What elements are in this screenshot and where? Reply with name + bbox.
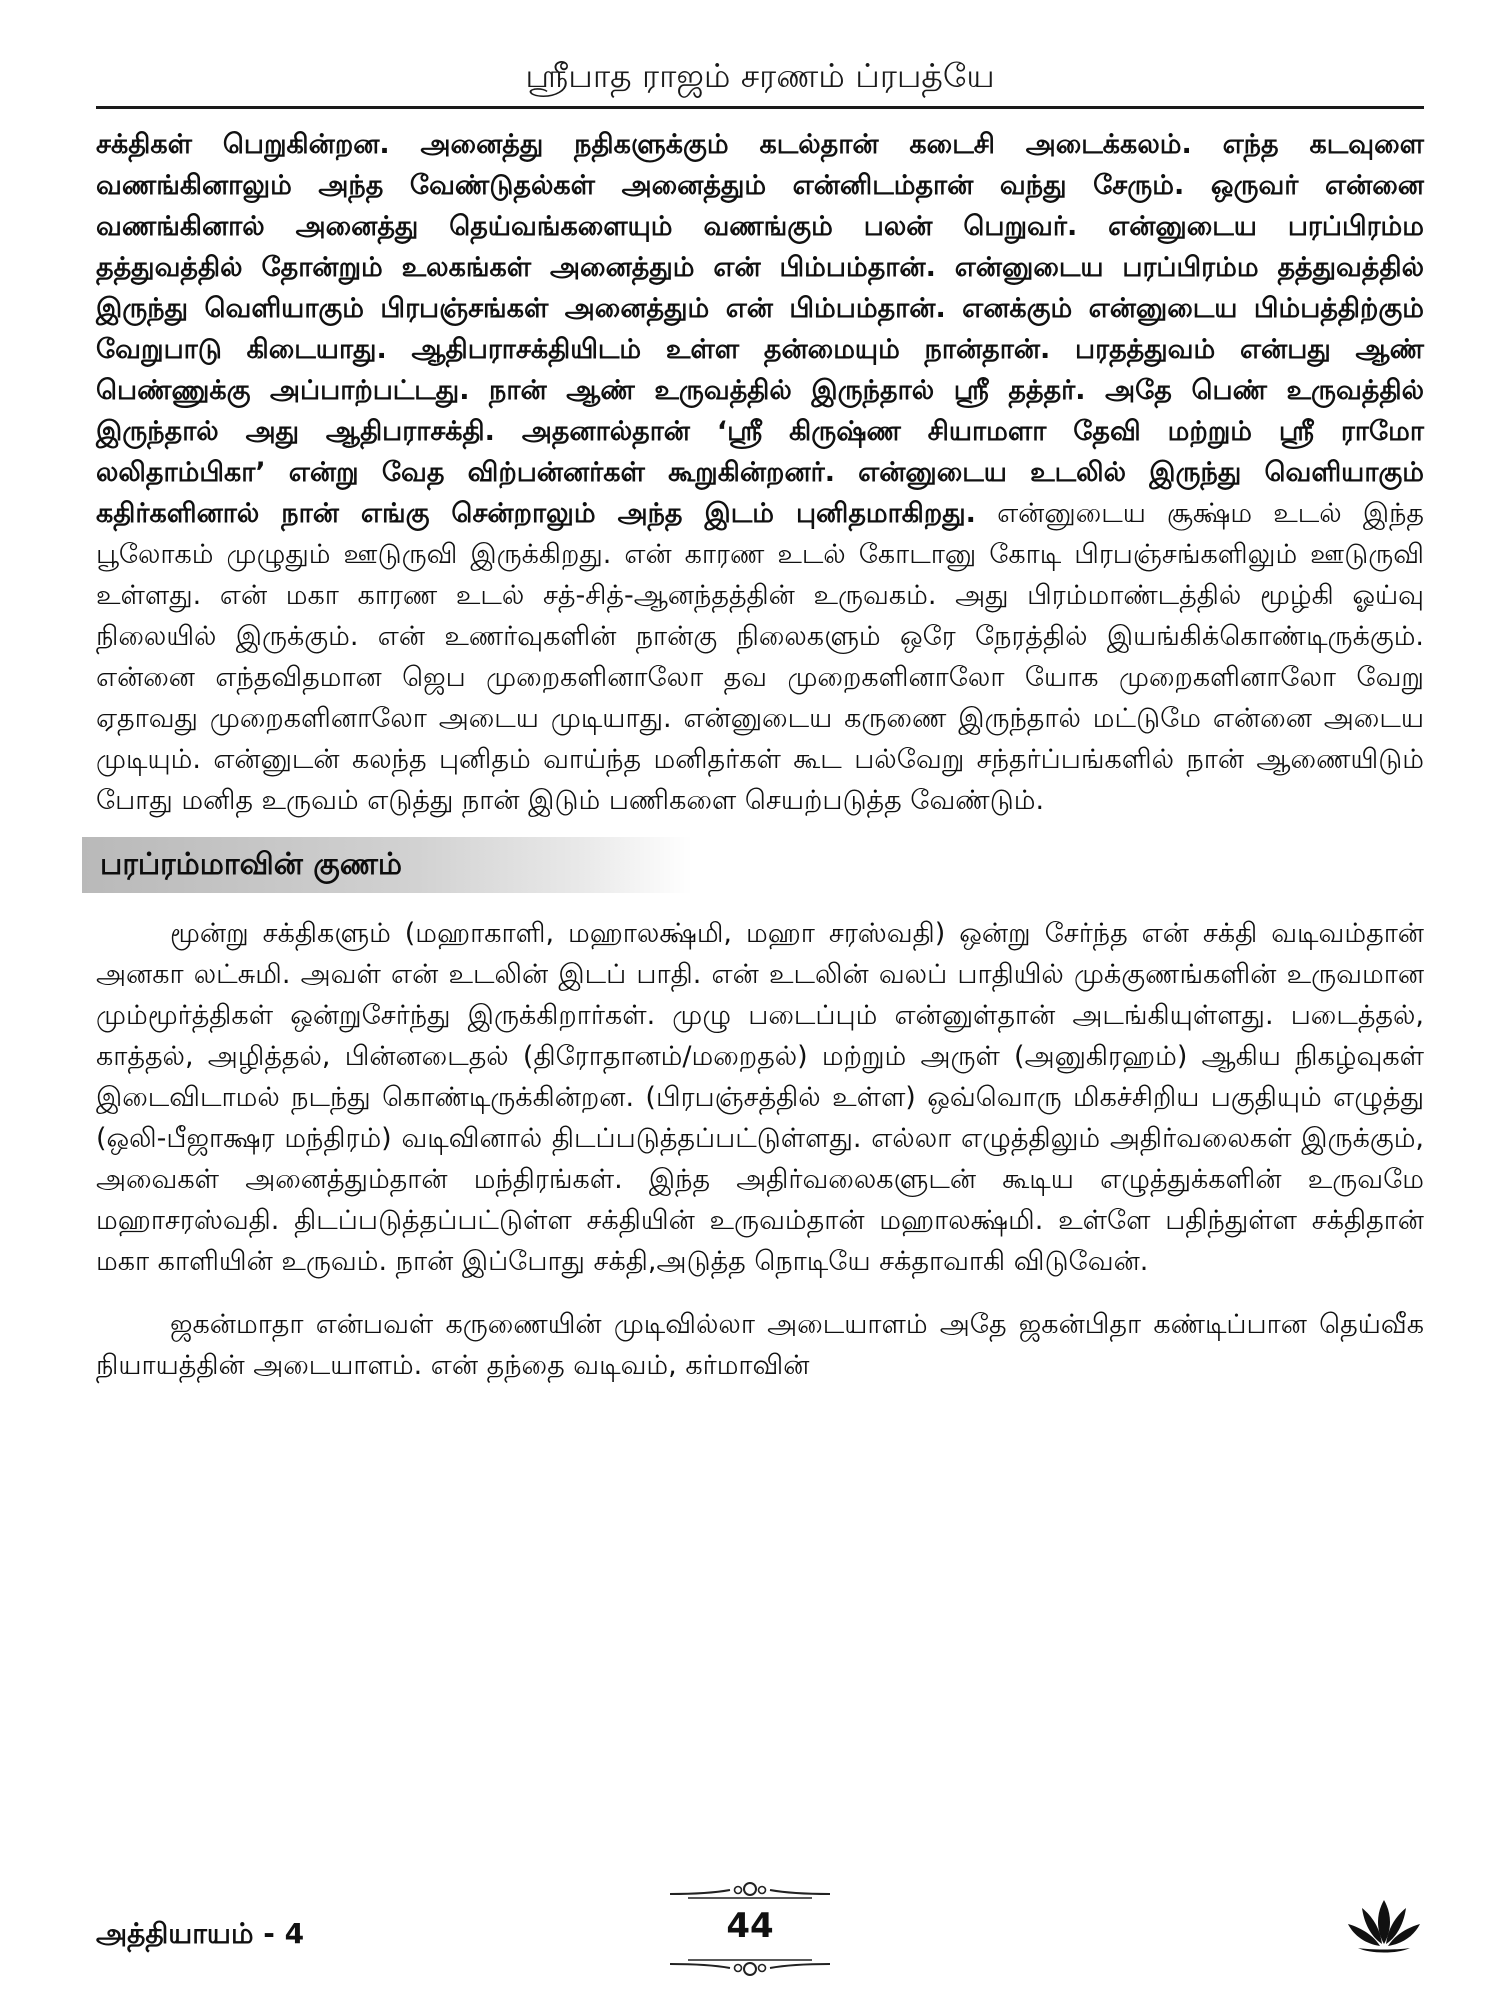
page-body xyxy=(96,124,1424,1386)
lotus-icon xyxy=(1346,1896,1422,1958)
paragraph-1-regular-text: என்னுடைய சூக்ஷ்ம உடல் இந்த பூலோகம் முழுதும் ஊடுருவி இருக்கிறது. என் காரண உடல் கோடானு கோடி பிரபஞ்சங்களிலும் ஊடுருவி உள்ளது. என் மகா காரண உடல் சத்-சித்-ஆனந்தத்தின் உருவகம். அது பிரம்மாண்டத்தில் மூழ்கி ஓய்வு நிலையில் இருக்கும். என் உணர்வுகளின் நான்கு நிலைகளும் ஒரே நேரத்தில் இயங்கிக்கொண்டிருக்கும். என்னை எந்தவிதமான ஜெப முறைகளினாலோ தவ முறைகளினாலோ யோக முறைகளினாலோ வேறு ஏதாவது முறைகளினாலோ அடைய முடியாது. என்னுடைய கருணை இருந்தால் மட்டுமே என்னை அடைய முடியும். என்னுடன் கலந்த புனிதம் வாய்ந்த மனிதர்கள் கூட பல்வேறு சந்தர்ப்பங்களில் நான் ஆணையிடும் போது மனித உருவம் எடுத்து நான் இடும் பணிகளை செயற்படுத்த வேண்டும். xyxy=(96,498,1425,816)
section-heading xyxy=(82,837,692,893)
footer-chapter-label: அத்தியாயம் - 4 xyxy=(96,1917,305,1950)
section-heading-title: பரப்ரம்மாவின் குணம் xyxy=(100,847,403,882)
page-number: 44 xyxy=(726,1906,774,1946)
running-header-title: ஸ்ரீபாத ராஜம் சரணம் ப்ரபத்யே xyxy=(525,56,995,95)
paragraph-2: மூன்று சக்திகளும் (மஹாகாளி, மஹாலக்ஷ்மி, மஹா சரஸ்வதி) ஒன்று சேர்ந்த என் சக்தி வடிவம்தான் அனகா லட்சுமி. அவள் என் உடலின் இடப் பாதி. என் உடலின் வலப் பாதியில் முக்குணங்களின் உருவமான மும்மூர்த்திகள் ஒன்றுசேர்ந்து இருக்கிறார்கள். முழு படைப்பும் என்னுள்தான் அடங்கியுள்ளது. படைத்தல், காத்தல், அழித்தல், பின்னடைதல் (திரோதானம்/மறைதல்) மற்றும் அருள் (அனுகிரஹம்) ஆகிய நிகழ்வுகள் இடைவிடாமல் நடந்து கொண்டிருக்கின்றன. (பிரபஞ்சத்தில் உள்ள) ஒவ்வொரு மிகச்சிறிய பகுதியும் எழுத்து (ஒலி-பீஜாக்ஷர மந்திரம்) வடிவினால் திடப்படுத்தப்பட்டுள்ளது. எல்லா எழுத்திலும் அதிர்வலைகள் இருக்கும், அவைகள் அனைத்தும்தான் மந்திரங்கள். இந்த அதிர்வலைகளுடன் கூடிய எழுத்துக்களின் உருவமே மஹாசரஸ்வதி. திடப்படுத்தப்பட்டுள்ள சக்தியின் உருவம்தான் மஹாலக்ஷ்மி. உள்ளே பதிந்துள்ள சக்திதான் மகா காளியின் உருவம். நான் இப்போது சக்தி,அடுத்த நொடியே சக்தாவாகி விடுவேன். xyxy=(96,918,1425,1277)
page-number-ornament-top-icon xyxy=(668,1880,832,1900)
paragraph-1 xyxy=(96,124,1424,821)
page-number-ornament-bottom-icon xyxy=(668,1958,832,1978)
paragraph-1-bold-text: சக்திகள் பெறுகின்றன. அனைத்து நதிகளுக்கும் கடல்தான் கடைசி அடைக்கலம். எந்த கடவுளை வணங்கினாலும் அந்த வேண்டுதல்கள் அனைத்தும் என்னிடம்தான் வந்து சேரும். ஒருவர் என்னை வணங்கினால் அனைத்து தெய்வங்களையும் வணங்கும் பலன் பெறுவர். என்னுடைய பரப்பிரம்ம தத்துவத்தில் தோன்றும் உலகங்கள் அனைத்தும் என் பிம்பம்தான். என்னுடைய பரப்பிரம்ம தத்துவத்தில் இருந்து வெளியாகும் பிரபஞ்சங்கள் அனைத்தும் என் பிம்பம்தான். எனக்கும் என்னுடைய பிம்பத்திற்கும் வேறுபாடு கிடையாது. ஆதிபராசக்தியிடம் உள்ள தன்மையும் நான்தான். பரதத்துவம் என்பது ஆண் பெண்ணுக்கு அப்பாற்பட்டது. நான் ஆண் உருவத்தில் இருந்தால் ஸ்ரீ தத்தர். அதே பெண் உருவத்தில் இருந்தால் அது ஆதிபராசக்தி. அதனால்தான் ‘ஸ்ரீ கிருஷ்ண சியாமளா தேவி மற்றும் ஸ்ரீ ராமோ லலிதாம்பிகா’ என்று வேத விற்பன்னர்கள் கூறுகின்றனர். என்னுடைய உடலில் இருந்து வெளியாகும் கதிர்களினால் நான் எங்கு சென்றாலும் அந்த இடம் புனிதமாகிறது. xyxy=(96,129,1424,529)
header-rule xyxy=(96,106,1424,109)
paragraph-3: ஜகன்மாதா என்பவள் கருணையின் முடிவில்லா அடையாளம் அதே ஜகன்பிதா கண்டிப்பான தெய்வீக நியாயத்தின் அடையாளம். என் தந்தை வடிவம், கர்மாவின் xyxy=(96,1309,1424,1381)
